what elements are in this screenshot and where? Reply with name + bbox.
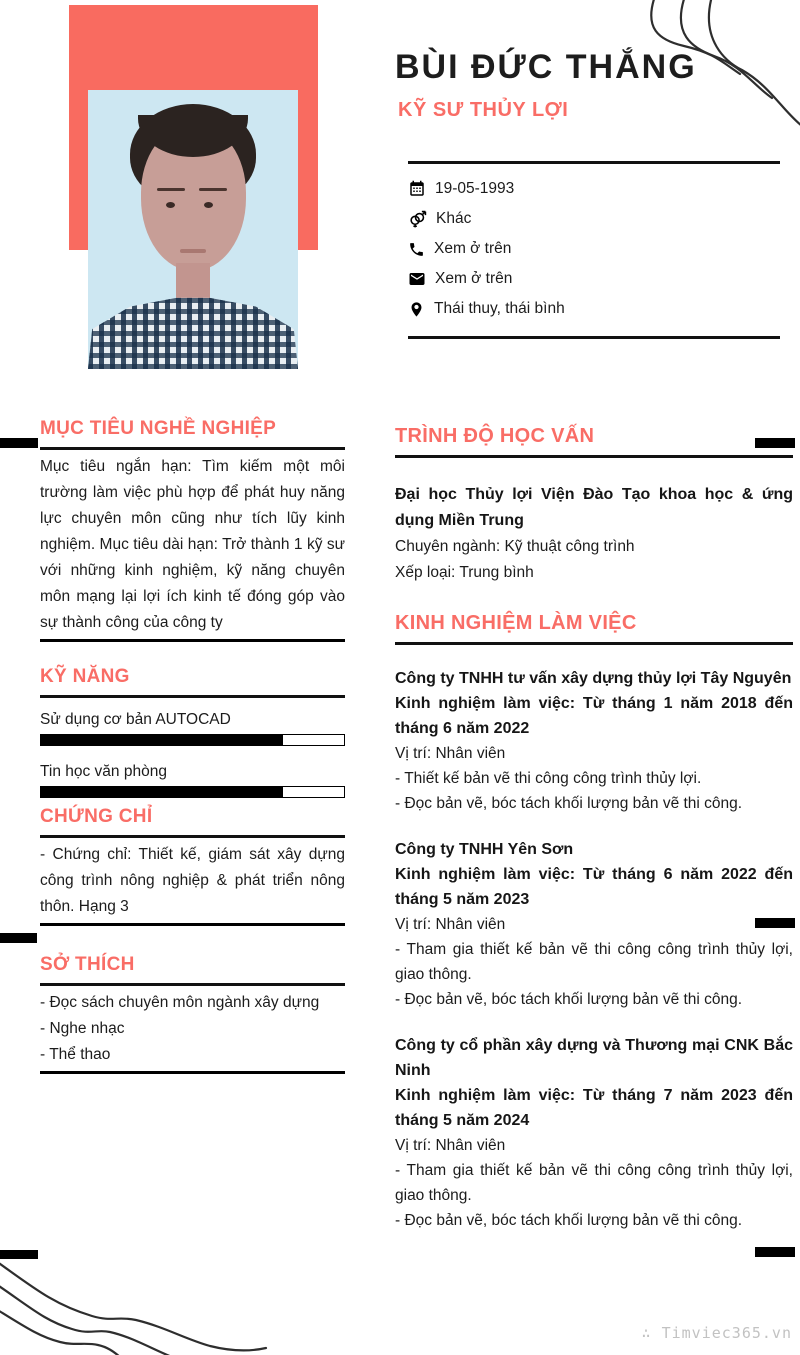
gender-icon xyxy=(408,210,427,229)
job-period: Kinh nghiệm làm việc: Từ tháng 6 năm 2022 đến tháng 5 năm 2023 xyxy=(395,866,793,908)
right-column xyxy=(395,425,793,1233)
site-watermark: ∴ Timviec365.vn xyxy=(641,1324,792,1342)
job-duty: - Đọc bản vẽ, bóc tách khối lượng bản vẽ thi công. xyxy=(395,991,743,1008)
contact-row-birthday xyxy=(408,174,780,204)
job-duty: - Tham gia thiết kế bản vẽ thi công công trình thủy lợi, giao thông. xyxy=(395,1162,793,1204)
contact-row-phone xyxy=(408,234,780,264)
job-duty: - Đọc bản vẽ, bóc tách khối lượng bản vẽ thi công. xyxy=(395,1212,743,1229)
contact-row-email xyxy=(408,264,780,294)
education-grade: Xếp loại: Trung bình xyxy=(395,564,534,581)
job-company: Công ty cổ phần xây dựng và Thương mại CNK Bắc Ninh xyxy=(395,1037,793,1079)
job-entry xyxy=(395,837,793,1012)
contact-info xyxy=(408,161,780,339)
email-value: Xem ở trên xyxy=(435,270,513,287)
location-icon xyxy=(408,301,425,318)
section-divider xyxy=(40,923,345,926)
address-value: Thái thuy, thái bình xyxy=(434,300,565,317)
job-entry xyxy=(395,666,793,816)
section-divider xyxy=(40,1071,345,1074)
job-company: Công ty TNHH tư vấn xây dựng thủy lợi Tây Nguyên xyxy=(395,670,792,687)
contact-row-gender xyxy=(408,204,780,234)
accent-bar-right xyxy=(755,918,795,928)
candidate-job-title: KỸ SƯ THỦY LỢI xyxy=(398,99,569,121)
phone-icon xyxy=(408,241,425,258)
section-title-experience: KINH NGHIỆM LÀM VIỆC xyxy=(395,612,793,645)
accent-bar-right xyxy=(755,438,795,448)
job-entry xyxy=(395,1033,793,1233)
accent-bar-left xyxy=(0,438,38,448)
job-duty: - Đọc bản vẽ, bóc tách khối lượng bản vẽ thi công. xyxy=(395,795,743,812)
hobby-item: - Đọc sách chuyên môn ngành xây dựng xyxy=(40,994,320,1011)
hobby-item: - Nghe nhạc xyxy=(40,1020,125,1037)
photo-eyebrow xyxy=(199,188,226,191)
skill-label: Sử dụng cơ bản AUTOCAD xyxy=(40,711,231,728)
skill-item xyxy=(40,711,345,746)
skill-label: Tin học văn phòng xyxy=(40,763,167,780)
objective-text: Mục tiêu ngắn hạn: Tìm kiếm một môi trường làm việc phù hợp để phát huy năng lực chuyên môn cũng như tích lũy kinh nghiệm. Mục tiêu dài hạn: Trở thành 1 kỹ sư với những kinh nghiệm, kỹ năng chuyên môn mạng lại lợi ích kinh tế đóng góp vào sự thành công của công ty xyxy=(40,458,345,631)
job-position: Vị trí: Nhân viên xyxy=(395,1137,506,1154)
education-major: Chuyên ngành: Kỹ thuật công trình xyxy=(395,538,635,555)
accent-bar-left xyxy=(0,1250,38,1259)
education-school: Đại học Thủy lợi Viện Đào Tạo khoa học & ứng dụng Miền Trung xyxy=(395,486,793,529)
hobby-item: - Thể thao xyxy=(40,1046,111,1063)
wavy-lines-bottom-left xyxy=(0,1255,280,1355)
candidate-name: BÙI ĐỨC THẮNG xyxy=(395,48,697,86)
phone-value: Xem ở trên xyxy=(434,240,512,257)
skill-progress-bar xyxy=(40,786,345,798)
job-position: Vị trí: Nhân viên xyxy=(395,745,506,762)
job-duty: - Tham gia thiết kế bản vẽ thi công công trình thủy lợi, giao thông. xyxy=(395,941,793,983)
photo-eye xyxy=(166,202,175,208)
calendar-icon xyxy=(408,180,426,198)
photo-mouth xyxy=(180,249,205,253)
job-duty: - Thiết kế bản vẽ thi công công trình thủy lợi. xyxy=(395,770,702,787)
certificates-text: - Chứng chỉ: Thiết kế, giám sát xây dựng công trình nông nghiệp & phát triển nông thôn. Hạng 3 xyxy=(40,846,345,915)
profile-photo xyxy=(88,90,298,369)
section-title-skills: KỸ NĂNG xyxy=(40,666,345,698)
section-title-hobbies: SỞ THÍCH xyxy=(40,954,345,986)
section-title-certificates: CHỨNG CHỈ xyxy=(40,806,345,838)
gender-value: Khác xyxy=(436,210,472,227)
job-position: Vị trí: Nhân viên xyxy=(395,916,506,933)
section-title-education: TRÌNH ĐỘ HỌC VẤN xyxy=(395,425,793,458)
job-period: Kinh nghiệm làm việc: Từ tháng 1 năm 2018 đến tháng 6 năm 2022 xyxy=(395,695,793,737)
section-divider xyxy=(40,639,345,642)
accent-bar-right xyxy=(755,1247,795,1257)
section-title-objective: MỤC TIÊU NGHỀ NGHIỆP xyxy=(40,418,345,450)
photo-eyebrow xyxy=(157,188,184,191)
left-column xyxy=(40,418,345,1074)
job-period: Kinh nghiệm làm việc: Từ tháng 7 năm 2023 đến tháng 5 năm 2024 xyxy=(395,1087,793,1129)
skill-item xyxy=(40,763,345,798)
contact-row-address xyxy=(408,294,780,324)
photo-checkered-shirt xyxy=(88,296,298,369)
job-company: Công ty TNHH Yên Sơn xyxy=(395,841,574,858)
skill-progress-fill xyxy=(41,735,283,745)
birthday-value: 19-05-1993 xyxy=(435,180,515,197)
skill-progress-fill xyxy=(41,787,283,797)
accent-bar-left xyxy=(0,933,37,943)
email-icon xyxy=(408,270,426,288)
photo-eye xyxy=(204,202,213,208)
skill-progress-bar xyxy=(40,734,345,746)
